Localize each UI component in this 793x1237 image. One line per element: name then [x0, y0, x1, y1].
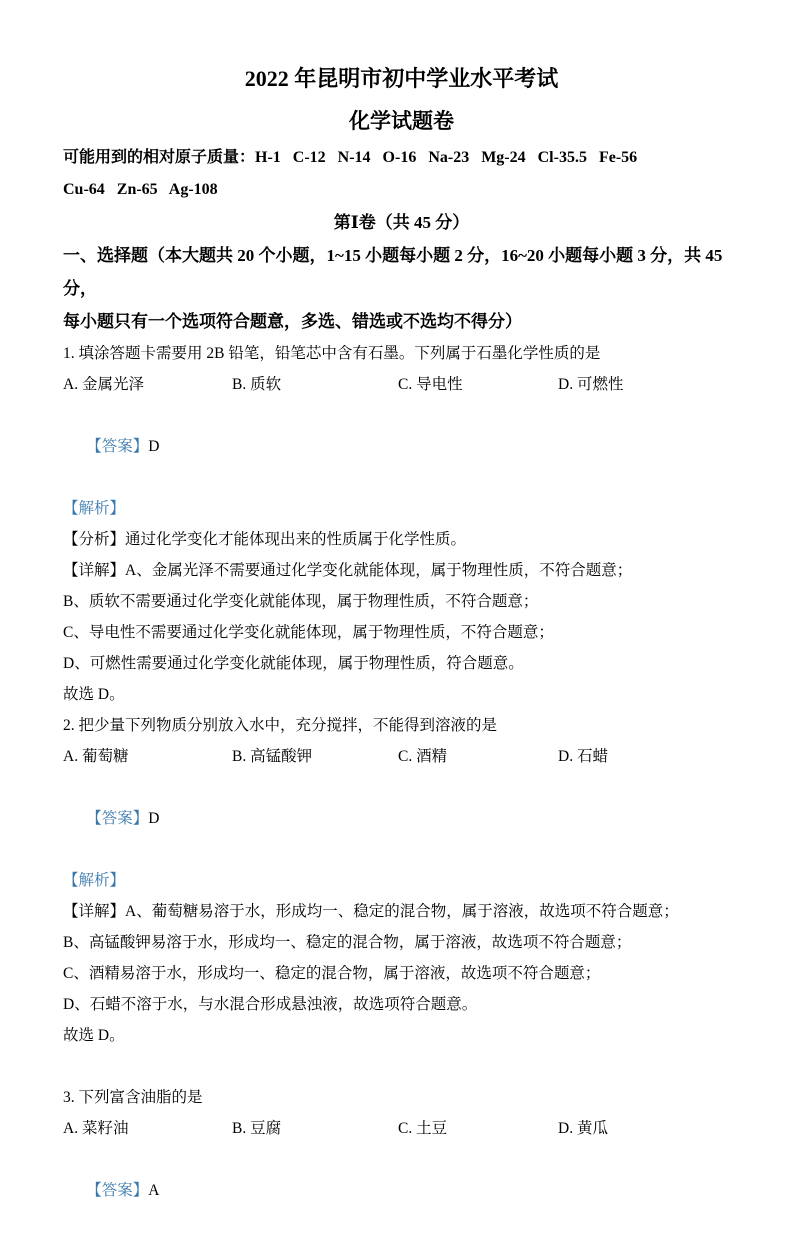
part-heading: 第Ⅰ卷（共 45 分）	[333, 213, 470, 232]
explanation-line: 【分析】通过化学变化才能体现出来的性质属于化学性质。	[63, 531, 467, 548]
conclusion-line: 故选 D。	[63, 686, 125, 703]
atomic-mass-line-1: 可能用到的相对原子质量：H-1 C-12 N-14 O-16 Na-23 Mg-24 Cl-35.5 Fe-56	[63, 149, 638, 166]
option-a: A. 葡萄糖	[63, 748, 129, 765]
analysis-label: 【解析】	[63, 500, 126, 517]
answer-label: 【答案】	[86, 438, 149, 455]
option-c: C. 导电性	[398, 376, 463, 393]
question-stem: 3. 下列富含油脂的是	[63, 1089, 203, 1106]
option-b: B. 高锰酸钾	[232, 748, 313, 765]
question-1	[63, 338, 740, 710]
analysis-label: 【解析】	[63, 872, 126, 889]
explanation-line: B、质软不需要通过化学变化就能体现，属于物理性质，不符合题意；	[63, 593, 539, 610]
answer-line	[63, 400, 740, 493]
option-a: A. 金属光泽	[63, 376, 144, 393]
answer-label: 【答案】	[86, 810, 149, 827]
answer-label: 【答案】	[86, 1182, 149, 1199]
document-subtitle: 化学试题卷	[349, 109, 454, 133]
answer-value: D	[148, 810, 160, 827]
options-row	[63, 741, 740, 772]
options-row	[63, 369, 740, 400]
question-2	[63, 710, 740, 1051]
explanation-line: D、石蜡不溶于水，与水混合形成悬浊液，故选项符合题意。	[63, 996, 478, 1013]
conclusion-line: 故选 D。	[63, 1027, 125, 1044]
option-b: B. 豆腐	[232, 1120, 282, 1137]
document-title: 2022 年昆明市初中学业水平考试	[244, 66, 559, 91]
answer-value: D	[148, 438, 160, 455]
atomic-mass-line-2: Cu-64 Zn-65 Ag-108	[63, 181, 218, 198]
option-a: A. 菜籽油	[63, 1120, 129, 1137]
explanation-line: C、酒精易溶于水，形成均一、稳定的混合物，属于溶液，故选项不符合题意；	[63, 965, 601, 982]
options-row	[63, 1113, 740, 1144]
option-b: B. 质软	[232, 376, 282, 393]
section-heading-line-1: 一、选择题（本大题共 20 个小题，1~15 小题每小题 2 分，16~20 小题每小题 3 分，共 45 分，	[63, 246, 723, 298]
explanation-line: D、可燃性需要通过化学变化就能体现，属于物理性质，符合题意。	[63, 655, 524, 672]
option-d: D. 石蜡	[558, 748, 608, 765]
option-c: C. 土豆	[398, 1120, 448, 1137]
answer-line	[63, 1144, 740, 1237]
explanation-line: C、导电性不需要通过化学变化就能体现，属于物理性质，不符合题意；	[63, 624, 554, 641]
question-stem: 1. 填涂答题卡需要用 2B 铅笔，铅笔芯中含有石墨。下列属于石墨化学性质的是	[63, 345, 601, 362]
option-d: D. 黄瓜	[558, 1120, 608, 1137]
explanation-line: 【详解】A、金属光泽不需要通过化学变化就能体现，属于物理性质，不符合题意；	[63, 562, 633, 579]
question-stem: 2. 把少量下列物质分别放入水中，充分搅拌，不能得到溶液的是	[63, 717, 498, 734]
question-3	[63, 1082, 740, 1237]
option-c: C. 酒精	[398, 748, 448, 765]
explanation-line: 【详解】A、葡萄糖易溶于水，形成均一、稳定的混合物，属于溶液，故选项不符合题意；	[63, 903, 679, 920]
explanation-line: B、高锰酸钾易溶于水，形成均一、稳定的混合物，属于溶液，故选项不符合题意；	[63, 934, 632, 951]
answer-line	[63, 772, 740, 865]
section-heading-line-2: 每小题只有一个选项符合题意，多选、错选或不选均不得分）	[63, 312, 522, 331]
option-d: D. 可燃性	[558, 376, 624, 393]
answer-value: A	[148, 1182, 160, 1199]
